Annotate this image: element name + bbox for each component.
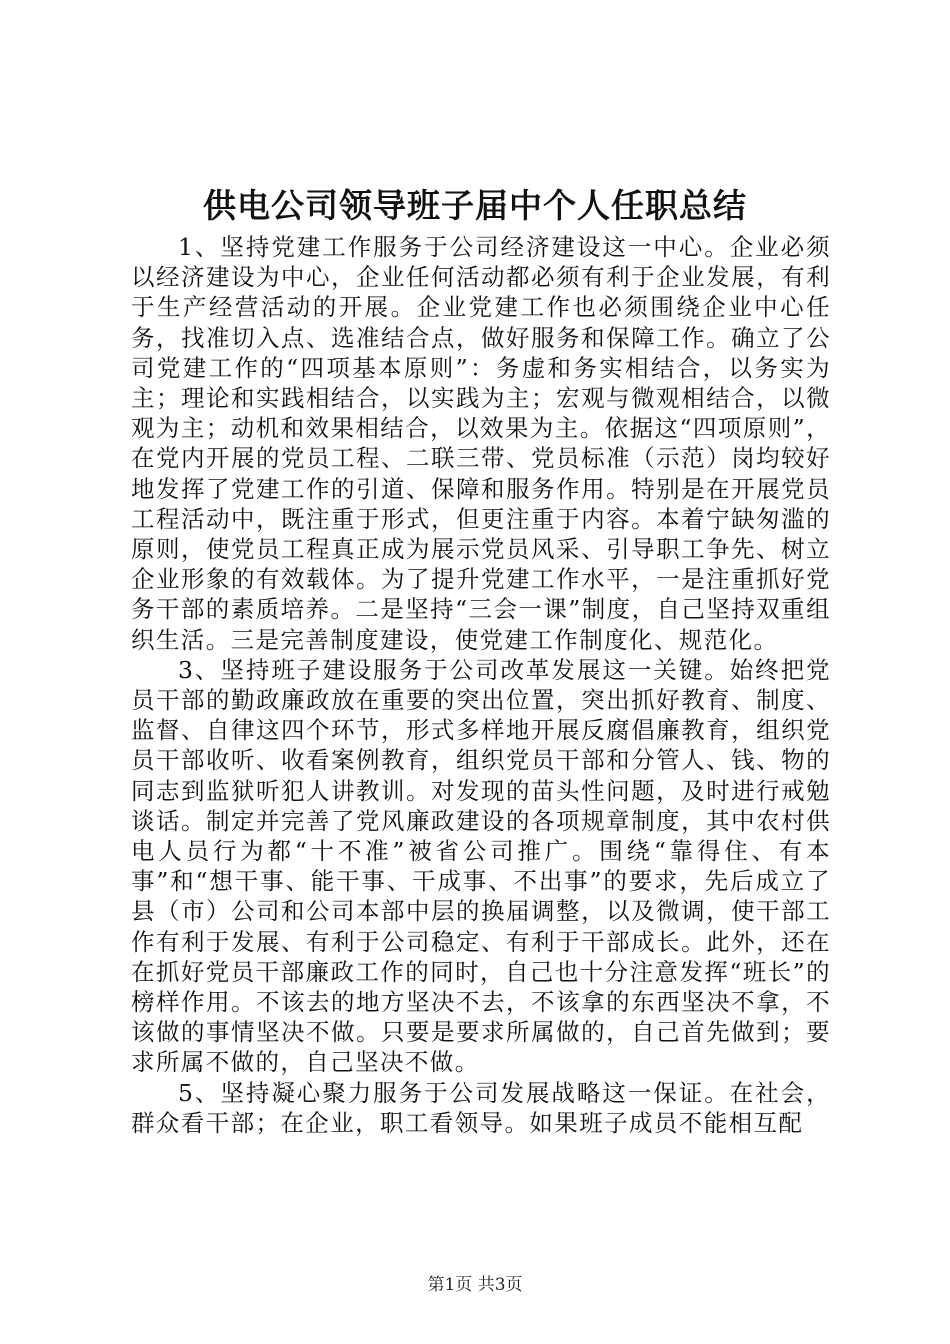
document-title: 供电公司领导班子届中个人任职总结	[203, 186, 747, 225]
page-footer: 第1页 共3页	[427, 1275, 523, 1295]
paragraph-1: 1、坚持党建工作服务于公司经济建设这一中心。企业必须以经济建设为中心，企业任何活动都必须有利于企业发展，有利于生产经营活动的开展。企业党建工作也必须围绕企业中心任务，找准切入点、选准结合点，做好服务和保障工作。确立了公司党建工作的“四项基本原则”：务虚和务实相结合，以务实为主；理论和实践相结合，以实践为主；宏观与微观相结合，以微观为主；动机和效果相结合，以效果为主。依据这“四项原则”，在党内开展的党员工程、二联三带、党员标准（示范）岗均较好地发挥了党建工作的引道、保障和服务作用。特别是在开展党员工程活动中，既注重于形式，但更注重于内容。本着宁缺匆滥的原则，使党员工程真正成为展示党员风采、引导职工争先、树立企业形象的有效载体。为了提升党建工作水平，一是注重抓好党务干部的素质培养。二是坚持“三会一课”制度，自己坚持双重组织生活。三是完善制度建设，使党建工作制度化、规范化。	[131, 233, 831, 654]
document-body	[131, 232, 831, 1138]
paragraph-3: 3、坚持班子建设服务于公司改革发展这一关键。始终把党员干部的勤政廉政放在重要的突出位置，突出抓好教育、制度、监督、自律这四个环节，形式多样地开展反腐倡廉教育，组织党员干部收听、收看案例教育，组织党员干部和分管人、钱、物的同志到监狱听犯人讲教训。对发现的苗头性问题，及时进行戒勉谈话。制定并完善了党风廉政建设的各项规章制度，其中农村供电人员行为都“十不准”被省公司推广。围绕“靠得住、有本事”和“想干事、能干事、干成事、不出事”的要求，先后成立了县（市）公司和公司本部中层的换届调整，以及微调，使干部工作有利于发展、有利于公司稳定、有利于干部成长。此外，还在在抓好党员干部廉政工作的同时，自己也十分注意发挥“班长”的榜样作用。不该去的地方坚决不去，不该拿的东西坚决不拿，不该做的事情坚决不做。只要是要求所属做的，自己首先做到；要求所属不做的，自己坚决不做。	[131, 655, 831, 1077]
paragraph-5: 5、坚持凝心聚力服务于公司发展战略这一保证。在社会，群众看干部；在企业，职工看领导。如果班子成员不能相互配	[131, 1078, 831, 1137]
